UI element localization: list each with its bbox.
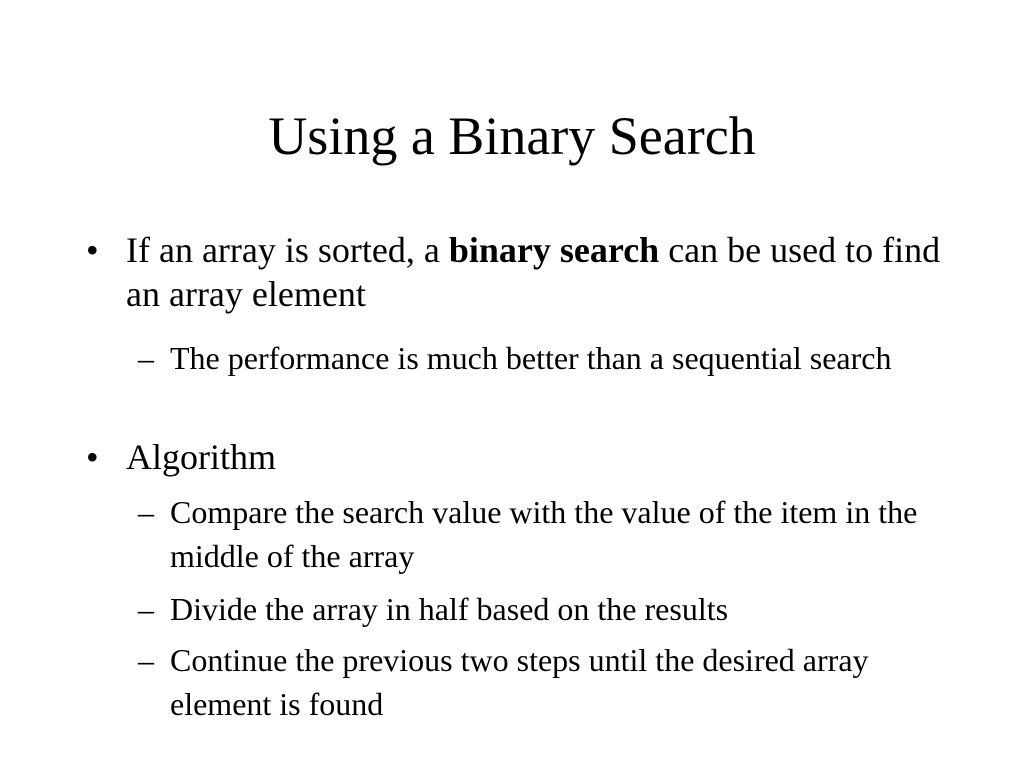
- bullet-marker: •: [86, 230, 99, 270]
- sub-bullet-item-performance: [138, 336, 950, 380]
- sub-bullet-item-divide: [138, 587, 950, 631]
- bullet-text-after: can be used to find an array element: [126, 230, 941, 314]
- bullet-text-before: If an array is sorted, a: [126, 230, 449, 270]
- bullet-text-bold: binary search: [448, 230, 660, 270]
- sub-bullet-text: Compare the search value with the value of the item in the middle of the array: [170, 494, 918, 574]
- sub-bullet-text: Continue the previous two steps until the desired array element is found: [170, 642, 869, 722]
- bullet-marker: •: [86, 437, 99, 477]
- dash-marker: –: [138, 340, 154, 376]
- sub-bullet-text: Divide the array in half based on the results: [170, 591, 729, 627]
- sub-bullet-text: The performance is much better than a sequential search: [170, 340, 892, 376]
- slide-title: Using a Binary Search: [268, 106, 756, 166]
- sub-bullet-item-compare: [138, 490, 950, 578]
- sub-bullet-item-continue: [138, 638, 950, 726]
- dash-marker: –: [138, 591, 154, 627]
- bullet-text: Algorithm: [126, 437, 276, 477]
- bullet-item-algorithm: [86, 435, 956, 479]
- dash-marker: –: [138, 642, 154, 678]
- bullet-item-binary-search: [86, 228, 956, 316]
- dash-marker: –: [138, 494, 154, 530]
